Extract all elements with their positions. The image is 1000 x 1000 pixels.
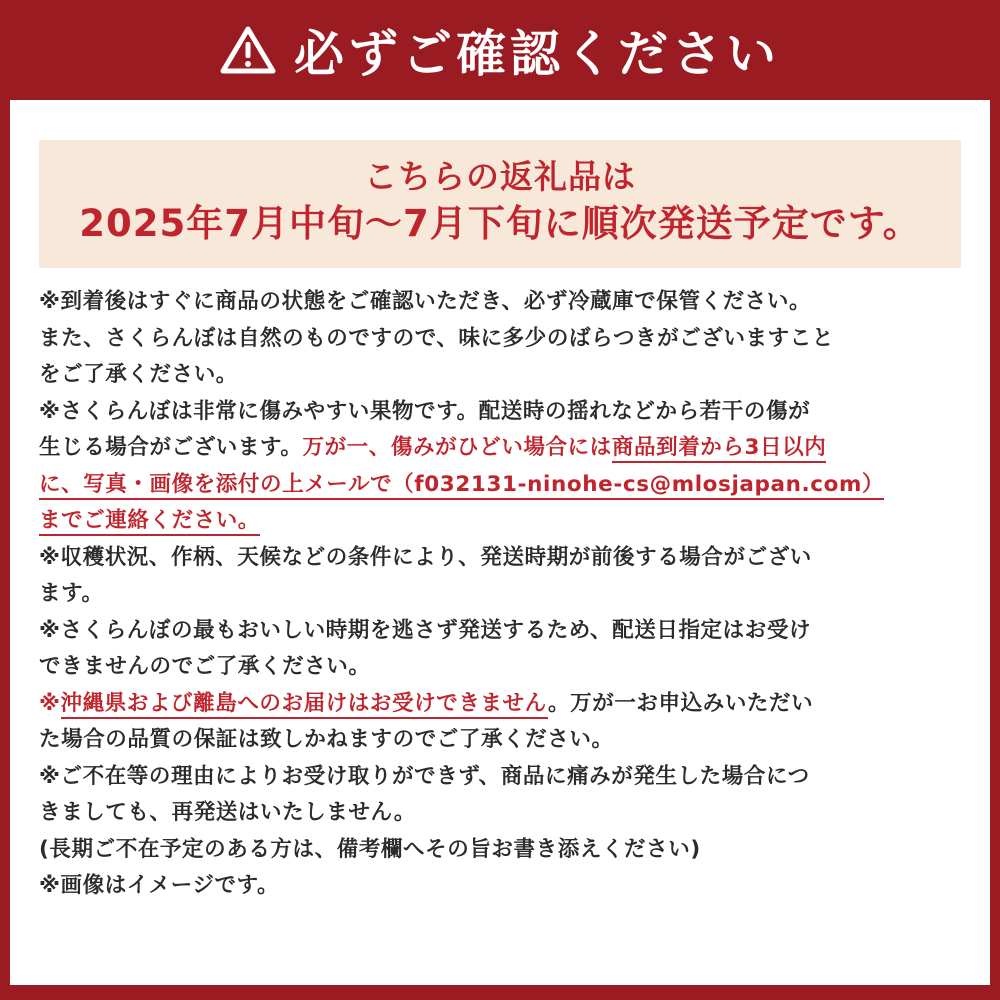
header-bar	[0, 0, 1000, 100]
deadline-underlined: 商品到着から3日以内	[612, 435, 826, 463]
note-line: きましても、再発送はいたしません。	[39, 800, 416, 825]
note-line: できませんのでご了承ください。	[39, 654, 371, 679]
note-line: ※到着後はすぐに商品の状態をご確認いただき、必ず冷蔵庫で保管ください。	[39, 289, 812, 314]
note-text: 生じる場合がございます。	[39, 435, 303, 460]
banner-line-1: こちらの返礼品は	[364, 157, 636, 196]
note-line: また、さくらんぼは自然のものですので、味に多少のばらつきがございますこと	[39, 325, 834, 351]
shipping-banner	[39, 140, 961, 268]
note-line: ます。	[39, 581, 104, 606]
notice-panel	[10, 100, 990, 985]
damage-warning-text: 万が一、傷みがひどい場合には	[302, 435, 612, 460]
note-line	[39, 503, 964, 540]
banner-line-2: 2025年7月中旬～7月下旬に順次発送予定です。	[79, 202, 921, 245]
notes-list	[39, 284, 964, 905]
note-line: ※さくらんぼは非常に傷みやすい果物です。配送時の揺れなどから若干の傷が	[39, 398, 811, 424]
note-marker: ※	[39, 690, 61, 716]
header-title: 必ずご確認ください	[294, 25, 780, 83]
note-line	[39, 467, 964, 504]
warning-icon	[220, 25, 276, 75]
contact-email-underlined: に、写真・画像を添付の上メールで（f032131-ninohe-cs@mlosjapan.com）	[39, 472, 884, 500]
contact-request-underlined: までご連絡ください。	[39, 508, 260, 536]
note-line: (長期ご不在予定のある方は、備考欄へその旨お書き添えください)	[39, 836, 701, 862]
note-line: ※さくらんぼの最もおいしい時期を逃さず発送するため、配送日指定はお受け	[39, 617, 812, 643]
note-line: をご了承ください。	[39, 362, 238, 387]
delivery-restriction-underlined: 沖縄県および離島へのお届けはお受けできません	[61, 691, 549, 719]
note-line	[39, 430, 964, 467]
note-line: ※画像はイメージです。	[39, 873, 280, 898]
note-line	[39, 686, 964, 723]
note-line: ※ご不在等の理由によりお受け取りができず、商品に痛みが発生した場合につ	[39, 763, 810, 789]
note-text: 。万が一お申込みいただい	[548, 690, 814, 716]
note-line: ※収穫状況、作柄、天候などの条件により、発送時期が前後する場合がござい	[39, 544, 812, 570]
note-line: た場合の品質の保証は致しかねますのでご了承ください。	[39, 727, 614, 752]
